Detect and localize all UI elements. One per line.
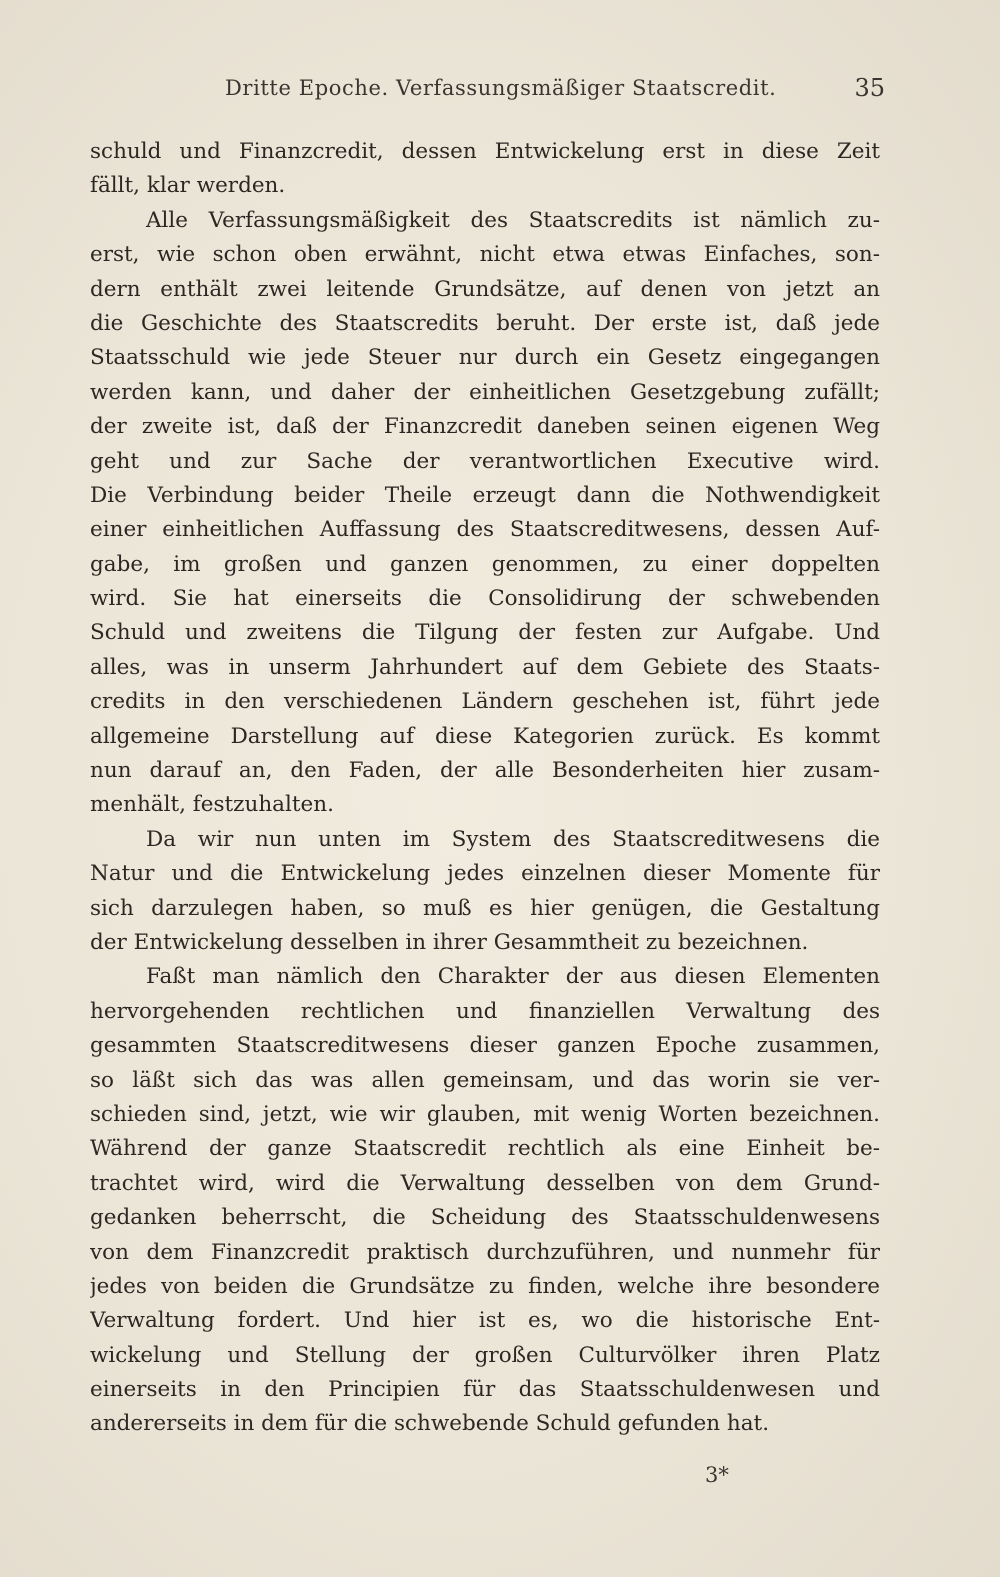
page-number: 35	[854, 74, 885, 102]
text-line: die Geschichte des Staatscredits beruht. Der erste ist, daß jede	[90, 310, 880, 336]
text-line: trachtet wird, wird die Verwaltung desselben von dem Grund-	[90, 1170, 880, 1196]
text-line: Da wir nun unten im System des Staatscreditwesens die	[146, 826, 880, 852]
text-line: nun darauf an, den Faden, der alle Besonderheiten hier zusam-	[90, 758, 880, 784]
text-line: einerseits in den Principien für das Staatsschuldenwesen und	[90, 1377, 880, 1403]
text-line: alles, was in unserm Jahrhundert auf dem Gebiete des Staats-	[90, 654, 880, 680]
text-line: Verwaltung fordert. Und hier ist es, wo die historische Ent-	[90, 1308, 880, 1334]
text-line: Faßt man nämlich den Charakter der aus diesen Elementen	[146, 964, 880, 990]
text-line: der zweite ist, daß der Finanzcredit daneben seinen eigenen Weg	[90, 414, 880, 440]
text-line: jedes von beiden die Grundsätze zu finden, welche ihre besondere	[90, 1273, 880, 1299]
text-line: werden kann, und daher der einheitlichen Gesetzgebung zufällt;	[90, 379, 880, 405]
text-line: Alle Verfassungsmäßigkeit des Staatscredits ist nämlich zu-	[146, 207, 880, 233]
text-line: von dem Finanzcredit praktisch durchzuführen, und nunmehr für	[90, 1239, 880, 1265]
body-text	[90, 135, 880, 1442]
text-line: fällt, klar werden.	[90, 173, 286, 199]
text-line: credits in den verschiedenen Ländern geschehen ist, führt jede	[90, 689, 880, 715]
text-line: wird. Sie hat einerseits die Consolidirung der schwebenden	[90, 586, 880, 612]
text-line: sich darzulegen haben, so muß es hier genügen, die Gestaltung	[90, 895, 880, 921]
text-line: andererseits in dem für die schwebende Schuld gefunden hat.	[90, 1411, 770, 1437]
text-line: gesammten Staatscreditwesens dieser ganzen Epoche zusammen,	[90, 1033, 880, 1059]
text-line: wickelung und Stellung der großen Culturvölker ihren Platz	[90, 1342, 880, 1368]
text-line: hervorgehenden rechtlichen und finanziellen Verwaltung des	[90, 998, 880, 1024]
text-line: Während der ganze Staatscredit rechtlich als eine Einheit be-	[90, 1136, 880, 1162]
text-line: dern enthält zwei leitende Grundsätze, auf denen von jetzt an	[90, 276, 880, 302]
text-line: schuld und Finanzcredit, dessen Entwickelung erst in diese Zeit	[90, 139, 880, 164]
text-line: Staatsschuld wie jede Steuer nur durch ein Gesetz eingegangen	[90, 345, 880, 371]
text-line: allgemeine Darstellung auf diese Kategorien zurück. Es kommt	[90, 723, 880, 749]
text-line: gabe, im großen und ganzen genommen, zu einer doppelten	[90, 551, 880, 577]
text-line: Die Verbindung beider Theile erzeugt dann die Nothwendigkeit	[90, 482, 880, 508]
text-line: menhält, festzuhalten.	[90, 792, 334, 818]
text-line: so läßt sich das was allen gemeinsam, und das worin sie ver-	[90, 1067, 880, 1093]
text-line: erst, wie schon oben erwähnt, nicht etwa etwas Einfaches, son-	[90, 242, 880, 268]
text-line: Schuld und zweitens die Tilgung der festen zur Aufgabe. Und	[90, 620, 880, 646]
text-line: geht und zur Sache der verantwortlichen Executive wird.	[90, 448, 880, 474]
text-line: schieden sind, jetzt, wie wir glauben, mit wenig Worten bezeichnen.	[90, 1101, 880, 1127]
running-head	[90, 72, 885, 108]
text-line: gedanken beherrscht, die Scheidung des Staatsschuldenwesens	[90, 1205, 880, 1231]
signature-mark: 3*	[705, 1463, 729, 1487]
text-line: einer einheitlichen Auffassung des Staatscreditwesens, dessen Auf-	[90, 517, 880, 543]
text-line: der Entwickelung desselben in ihrer Gesammtheit zu bezeichnen.	[90, 929, 809, 955]
running-head-title: Dritte Epoche. Verfassungsmäßiger Staatscredit.	[225, 76, 777, 100]
text-line: Natur und die Entwickelung jedes einzelnen dieser Momente für	[90, 861, 880, 887]
